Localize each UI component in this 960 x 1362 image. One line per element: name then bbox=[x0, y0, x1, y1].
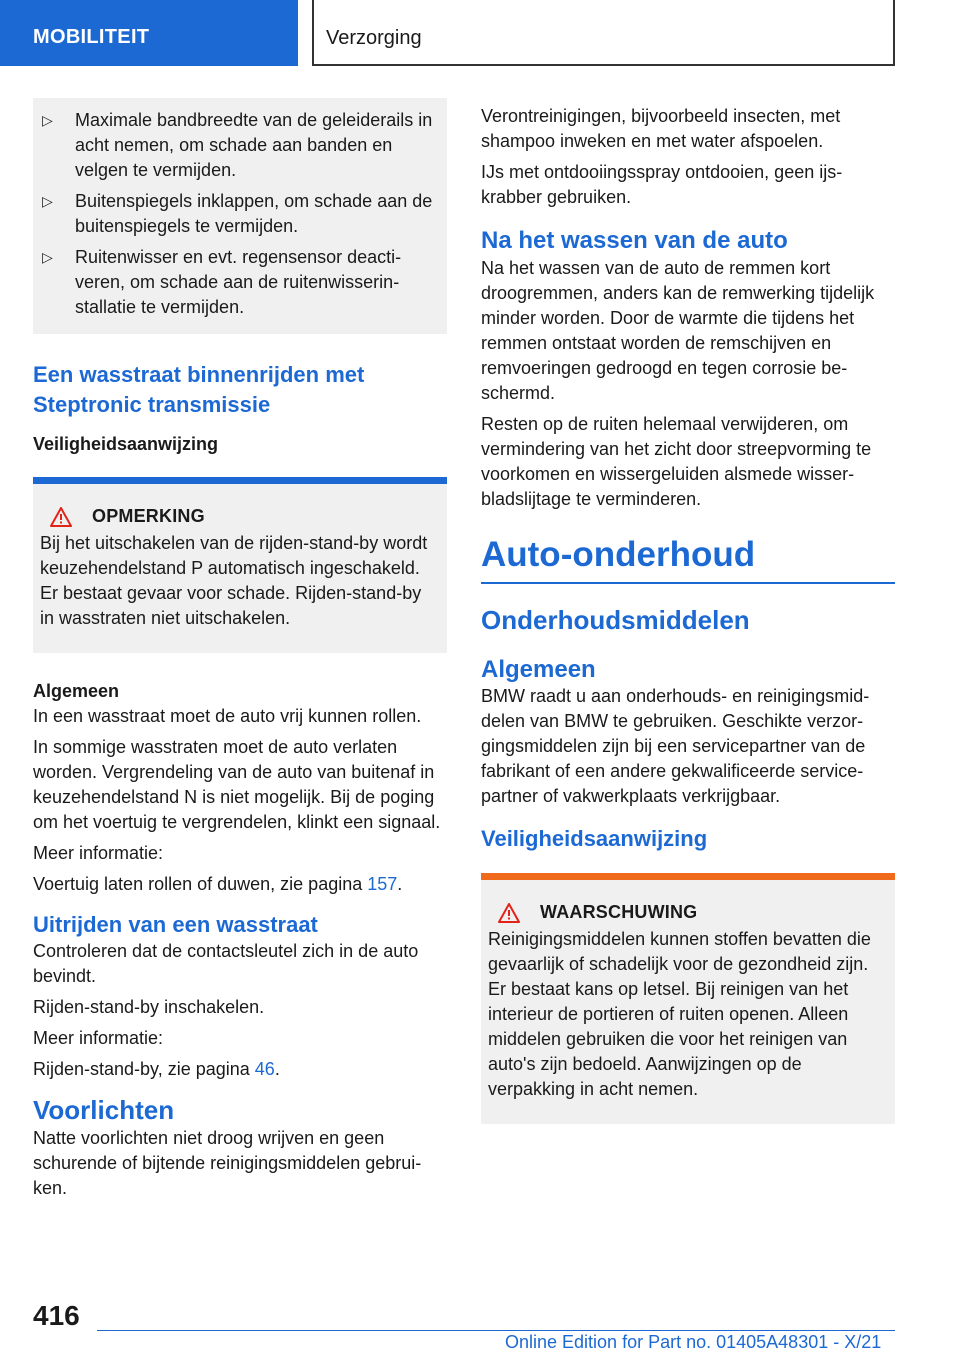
left-column bbox=[33, 96, 447, 1207]
warning-text: Reinigingsmiddelen kunnen stoffen bevatten die gevaarlijk of schadelijk voor de gezondheid zijn. Er bestaat kans op letsel. Bij reinigen van het interieur de portieren of ruiten openen. Alleen middelen gebruiken die voor het reinigen van auto's zijn bedoeld. Aanwijzingen op de verpakking in acht nemen. bbox=[488, 929, 871, 1099]
paragraph: In sommige wasstraten moet de auto verlaten worden. Vergrendeling van de auto van buitenaf in keuzehendelstand N is niet mogelijk. Bij de poging om het voertuig te vergrendelen, klinkt een signaal. bbox=[33, 737, 441, 832]
general-label: Algemeen bbox=[33, 681, 120, 701]
cross-reference: Voertuig laten rollen of duwen, zie pagina 157. bbox=[33, 874, 403, 894]
paragraph: Controleren dat de contactsleutel zich in de auto bevindt. bbox=[33, 941, 419, 986]
paragraph: Rijden-stand-by inschakelen. bbox=[33, 997, 265, 1017]
note-title: OPMERKING bbox=[92, 506, 205, 526]
after-wash-heading: Na het wassen van de auto bbox=[481, 227, 788, 254]
paragraph: Natte voorlichten niet droog wrijven en geen schurende of bijtende reinigingsmiddelen gebruiken. bbox=[33, 1128, 422, 1198]
general-heading: Algemeen bbox=[481, 656, 596, 683]
note-text: Bij het uitschakelen van de rijden-stand-by wordt keuzehendelstand P automatisch ingeschakeld. Er bestaat gevaar voor schade. Rijden-stand-by in wasstraten niet uitschakelen. bbox=[40, 533, 428, 628]
chapter-divider bbox=[481, 582, 895, 584]
paragraph: IJs met ontdooiingsspray ontdooien, geen ijskrabber gebruiken. bbox=[481, 162, 843, 207]
paragraph: Resten op de ruiten helemaal verwijderen, om vermindering van het zicht door streepvorming te voorkomen en wissergeluiden alsmede wisserbladslijtage te verminderen. bbox=[481, 414, 872, 509]
paragraph: Na het wassen van de auto de remmen kort droogremmen, anders kan de remwerking tijdelijk minder worden. Door de warmte die tijdens het remmen ontstaat worden de remschijven en remvoeringen gedroogd en tegen corrosie beschermd. bbox=[481, 258, 875, 403]
triangle-right-icon: ▷ bbox=[42, 112, 53, 128]
exit-heading: Uitrijden van een wasstraat bbox=[33, 912, 318, 937]
edition-footer: Online Edition for Part no. 01405A48301 - X/21 bbox=[505, 1332, 882, 1352]
paragraph: Meer informatie: bbox=[33, 1028, 164, 1048]
cross-reference: Rijden-stand-by, zie pagina 46. bbox=[33, 1059, 280, 1079]
topic-title: Verzorging bbox=[312, 0, 895, 66]
chapter-title: Auto-onderhoud bbox=[481, 535, 756, 574]
list-item: ▷ Ruitenwisser en evt. regensensor deactiveren, om schade aan de ruitenwisserinstallatie te vermijden. bbox=[40, 245, 441, 320]
warning-triangle-icon bbox=[488, 903, 530, 923]
section-tab: MOBILITEIT bbox=[0, 0, 298, 66]
triangle-right-icon: ▷ bbox=[42, 193, 53, 209]
paragraph: Meer informatie: bbox=[33, 843, 164, 863]
products-heading: Onderhoudsmiddelen bbox=[481, 605, 750, 635]
right-column bbox=[481, 96, 895, 1124]
list-item: ▷ Maximale bandbreedte van de geleiderails in acht nemen, om schade aan banden en velgen te vermijden. bbox=[40, 108, 441, 183]
safety-label: Veiligheidsaanwijzing bbox=[33, 434, 219, 454]
note-box bbox=[33, 477, 447, 653]
paragraph: Verontreinigingen, bijvoorbeeld insecten, met shampoo inweken en met water afspoelen. bbox=[481, 106, 841, 151]
bullet-box bbox=[33, 98, 447, 334]
warning-title: WAARSCHUWING bbox=[540, 902, 698, 922]
warning-triangle-icon bbox=[40, 507, 82, 527]
carwash-heading: Een wasstraat binnenrijden met Steptronic transmissie bbox=[33, 362, 365, 417]
warning-box bbox=[481, 873, 895, 1124]
page-link[interactable]: 46 bbox=[254, 1059, 275, 1079]
triangle-right-icon: ▷ bbox=[42, 249, 53, 265]
page-link[interactable]: 157 bbox=[367, 874, 398, 894]
headlights-heading: Voorlichten bbox=[33, 1095, 175, 1125]
paragraph: In een wasstraat moet de auto vrij kunnen rollen. bbox=[33, 706, 422, 726]
page-number: 416 bbox=[33, 1300, 80, 1331]
paragraph: BMW raadt u aan onderhouds- en reinigingsmiddelen van BMW te gebruiken. Geschikte verzorgingsmiddelen zijn bij een servicepartner van de fabrikant of een andere gekwalificeerde servicepartner of vakwerkplaats verkrijgbaar. bbox=[481, 686, 870, 806]
footer-divider bbox=[97, 1330, 895, 1331]
safety-heading: Veiligheidsaanwijzing bbox=[481, 826, 708, 851]
list-item: ▷ Buitenspiegels inklappen, om schade aan de buitenspiegels te vermijden. bbox=[40, 189, 441, 239]
